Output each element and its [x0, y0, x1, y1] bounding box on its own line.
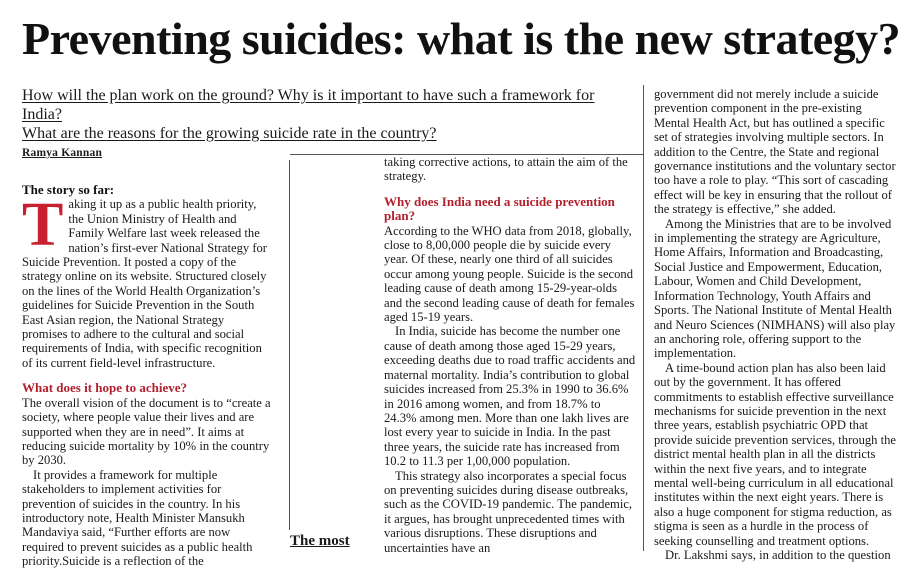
paragraph: It provides a framework for multiple stakeholders to implement activities for prevention of suicides in the country. In his introductory note, Health Minister Mansukh Mandaviya said, “Further efforts are now required to prevent suicides as a public health priority.Suicide is a reflection of the [22, 467, 253, 569]
paragraph: Taking it up as a public health priority, the Union Ministry of Health and Family Welfare last week released the nation’s first-ever National Strategy for Suicide Prevention. It posted a copy of the strategy online on its website. Structured closely on the lines of the World Health Organization’s guidelines for Suicide Prevention in the South East Asian region, the National Strategy promises to adhere to the cultural and social requirements of India, with specific recognition of its current field-level infrastructure. [22, 191, 267, 370]
standfirst-line-2: What are the reasons for the growing suicide rate in the country? [22, 125, 437, 142]
section-heading-aims: What does it hope to achieve? [22, 380, 188, 396]
section-heading-why-india: Why does India need a suicide prevention plan? [384, 193, 615, 224]
section-heading-story-so-far: The story so far: [22, 182, 115, 197]
paragraph: According to the WHO data from 2018, globally, close to 8,00,000 people die by suicide every year. Of these, nearly one third of all suicides occur among young people. Suicide is the second leading cause of death among 15-29-year-olds and the second leading cause of death for females aged 15-19 years. [384, 223, 635, 325]
standfirst-line-1: How will the plan work on the ground? Why is it important to have such a framework for India? [22, 87, 595, 123]
paragraph: Dr. Lakshmi says, in addition to the question [665, 548, 891, 562]
paragraph: The overall vision of the document is to “create a society, where people value their lives and are supported when they are in need”. It aims at reducing suicide mortality by 10% in the country by 2030. [22, 395, 271, 468]
column-rule-left-of-col3 [643, 85, 644, 551]
paragraph: government did not merely include a suicide prevention component in the pre-existing Mental Health Act, but has outlined a specific set of strategies involving multiple sectors. In addition to the Centre, the State and regional governance institutions and the voluntary sector too have a role to play. “This sort of cascading effect will be key in ensuring that the rollout of the strategy is effective,” she added. [654, 87, 896, 217]
column-1 [22, 183, 272, 569]
paragraph: This strategy also incorporates a special focus on preventing suicides during disease outbreaks, such as the COVID-19 pandemic. The pandemic, it argues, has brought unprecedented times with various disruptions. These disruptions and uncertainties have an [384, 468, 633, 555]
column-rule-right-of-col1 [289, 160, 290, 530]
column-2 [384, 155, 636, 555]
paragraph: taking corrective actions, to attain the aim of the strategy. [384, 155, 628, 184]
byline: Ramya Kannan [22, 147, 103, 159]
article-standfirst [22, 86, 634, 143]
drop-cap: T [22, 191, 64, 260]
pull-quote: The most [290, 533, 350, 549]
paragraph: Among the Ministries that are to be involved in implementing the strategy are Agriculture, Home Affairs, Information and Broadcasting, Social Justice and Empowerment, Education, Labour, Women and Child Development, Information Technology, Youth Affairs and Sports. The National Institute of Mental Health and Neuro Sciences (NIMHANS) will also play an anchoring role, offering support to the implementation. [654, 216, 896, 361]
paragraph: A time-bound action plan has also been laid out by the government. It has offered commitments to establish effective surveillance mechanisms for suicide prevention in the next three years, establish psychiatric OPD that provide suicide prevention services, through the district mental health plan in all the districts within the next five years, and to integrate mental well-being curriculum in all educational institutes within the next eight years. There is also a huge component for stigma reduction, as stigma is seen as a hurdle in the process of seeking counselling and treatment options. [654, 360, 897, 548]
paragraph: In India, suicide has become the number one cause of death among those aged 15-29 years, exceeding deaths due to road traffic accidents and maternal mortality. India’s contribution to global suicides increased from 25.3% in 1990 to 36.6% in 2016 among women, and from 18.7% to 24.3% among men. More than one lakh lives are lost every year to suicide in India. In the past three years, the suicide rate has increased from 10.2 to 11.3 per 1,00,000 population. [384, 324, 636, 469]
column-3 [654, 87, 899, 562]
article-headline: Preventing suicides: what is the new strategy? [22, 13, 901, 64]
